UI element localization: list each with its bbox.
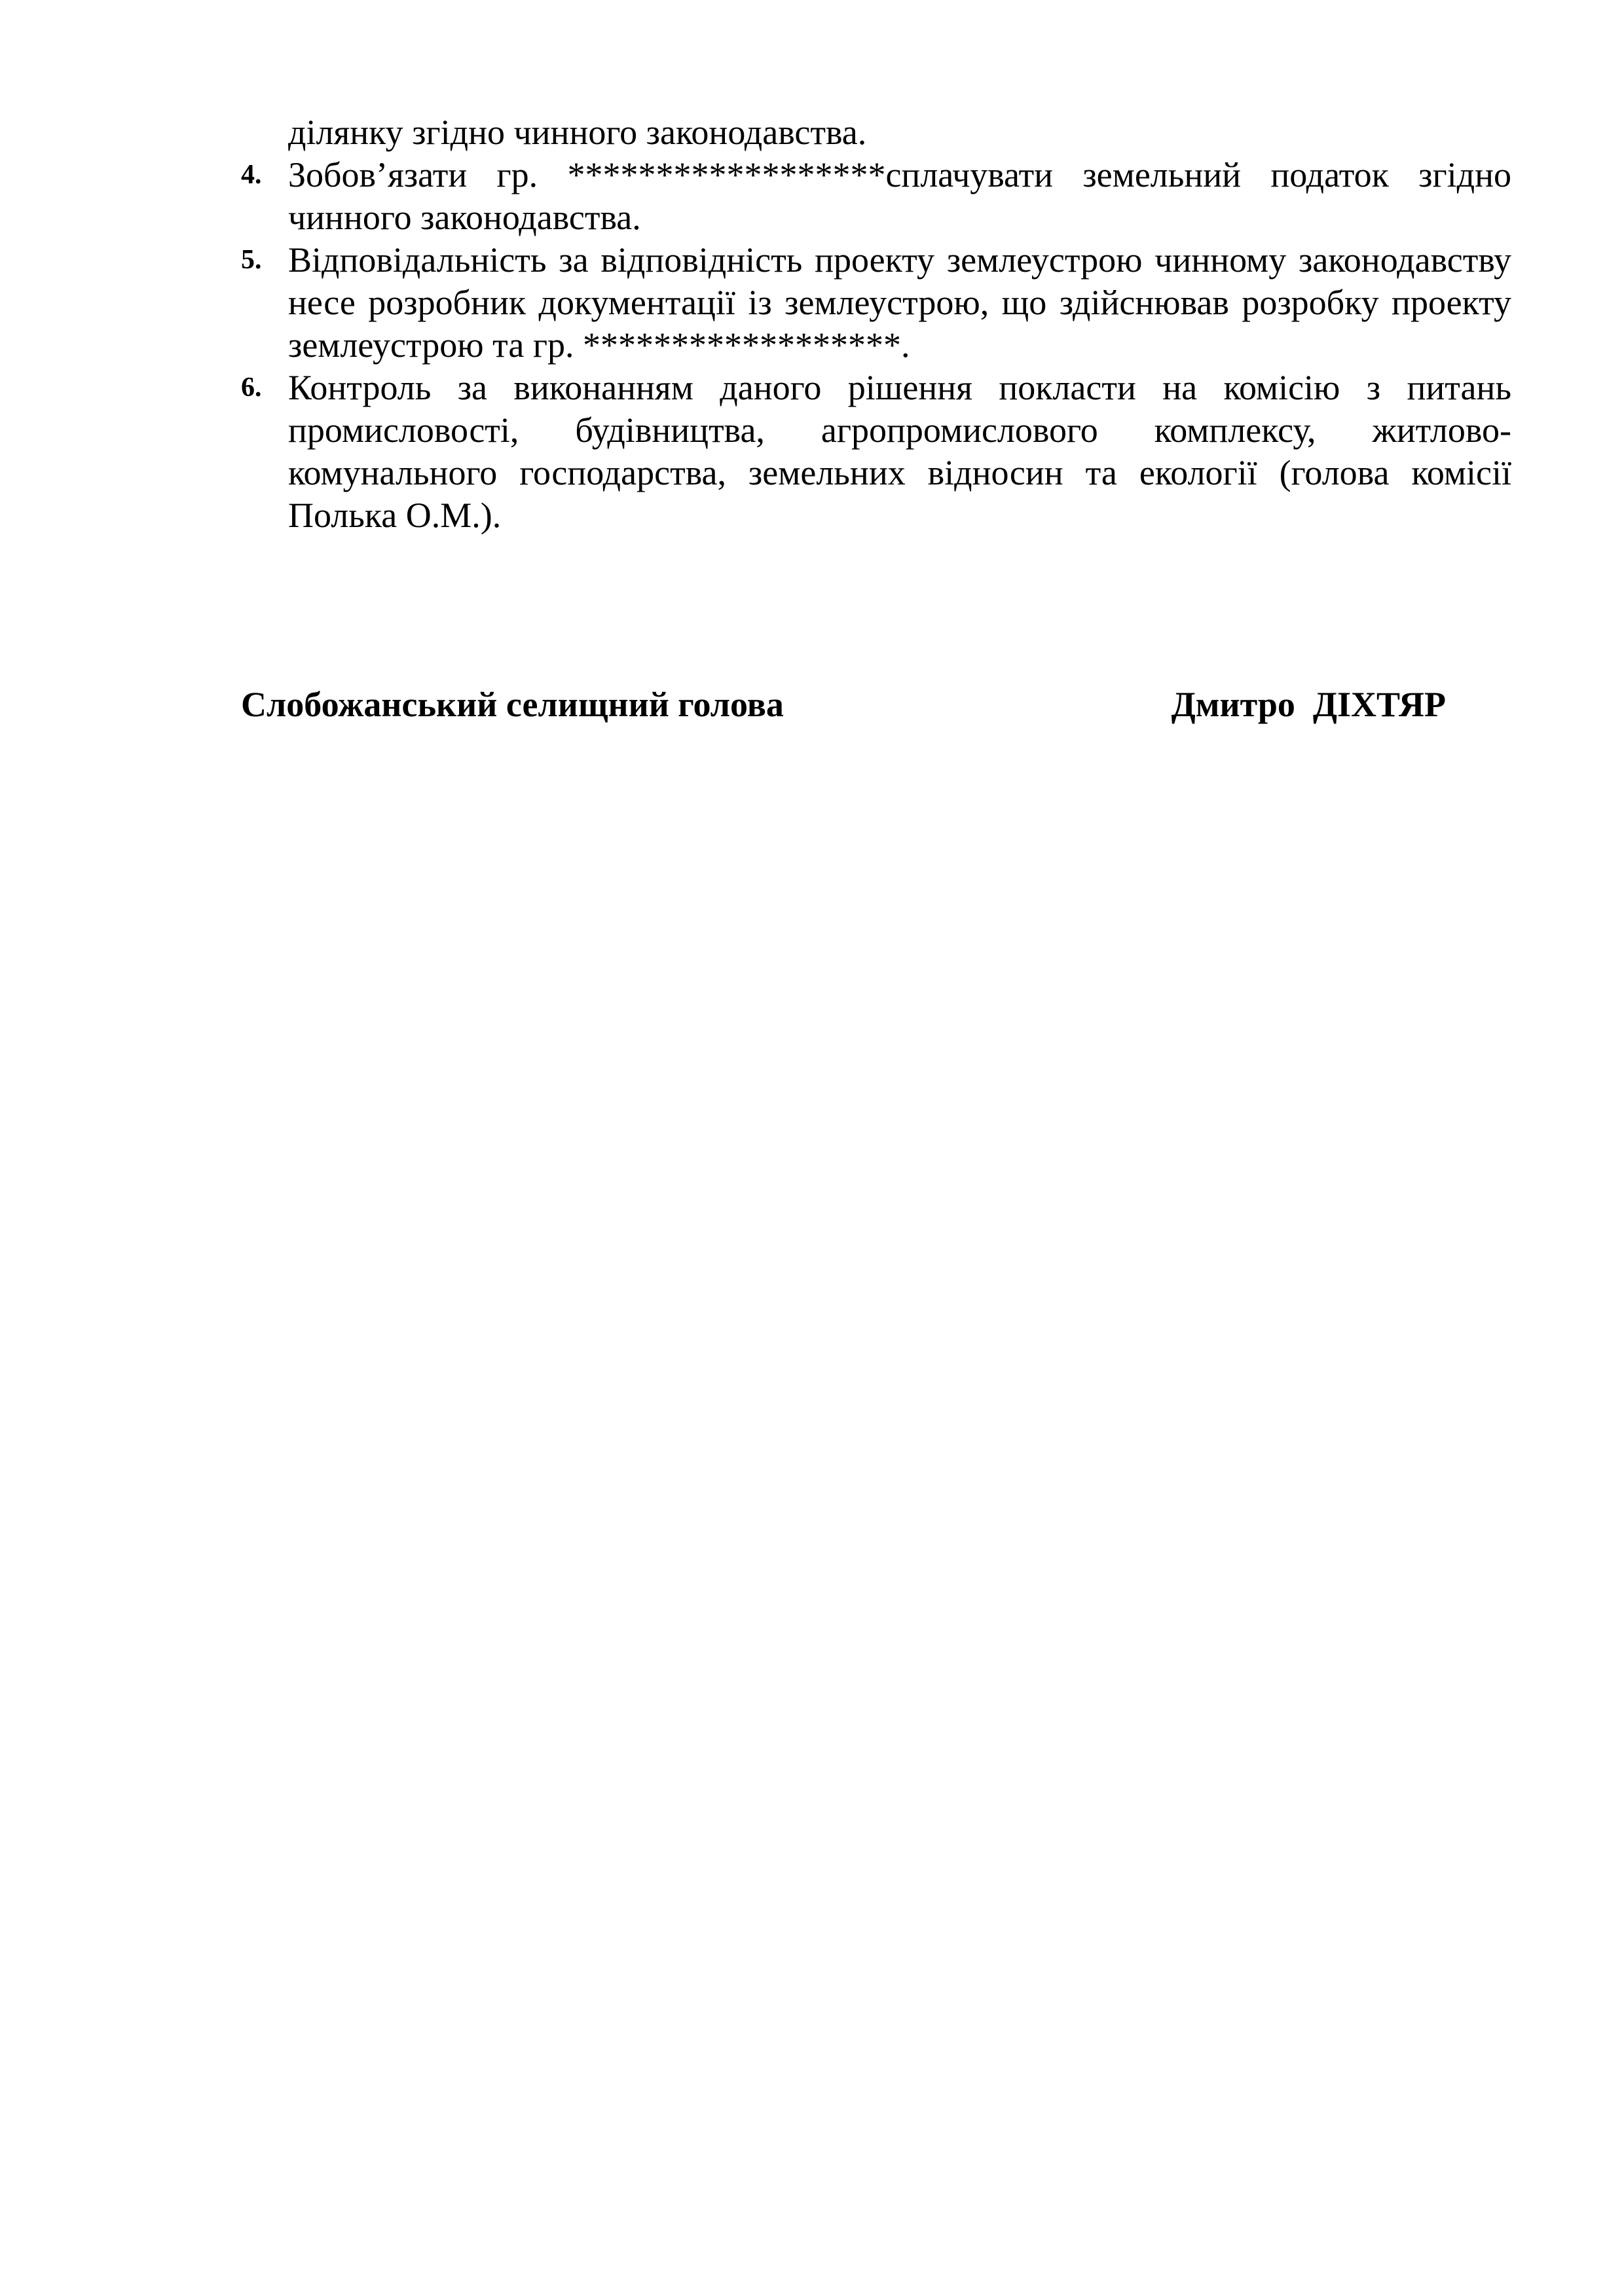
list-item-text: Контроль за виконанням даного рішення покласти на комісію з питань промисловості, будівництва, агропромислового комплексу, житлово-комунального господарства, земельних відносин та екології (голова комісії Полька О.М.). xyxy=(288,368,1511,535)
list-item xyxy=(241,239,1511,367)
continuation-paragraph xyxy=(241,111,1511,154)
continuation-text: ділянку згідно чинного законодавства. xyxy=(288,113,867,152)
list-item-number: 5. xyxy=(241,245,262,275)
signature-block xyxy=(241,678,1446,731)
list-item xyxy=(241,154,1511,239)
list-item xyxy=(241,367,1511,537)
signatory-position: Слобожанський селищний голова xyxy=(241,685,784,724)
list-item-text: Відповідальність за відповідність проекту землеустрою чинному законодавству несе розробник документації із землеустрою, що здійснював розробку проекту землеустрою та гр. ******************. xyxy=(288,240,1511,365)
document-body xyxy=(241,111,1511,537)
list-item-number: 4. xyxy=(241,160,262,190)
list-item-number: 6. xyxy=(241,373,262,403)
signatory-name: Дмитро ДІХТЯР xyxy=(1171,685,1446,724)
list-item-text: Зобов’язати гр. ******************сплачувати земельний податок згідно чинного законодавства. xyxy=(288,155,1511,237)
